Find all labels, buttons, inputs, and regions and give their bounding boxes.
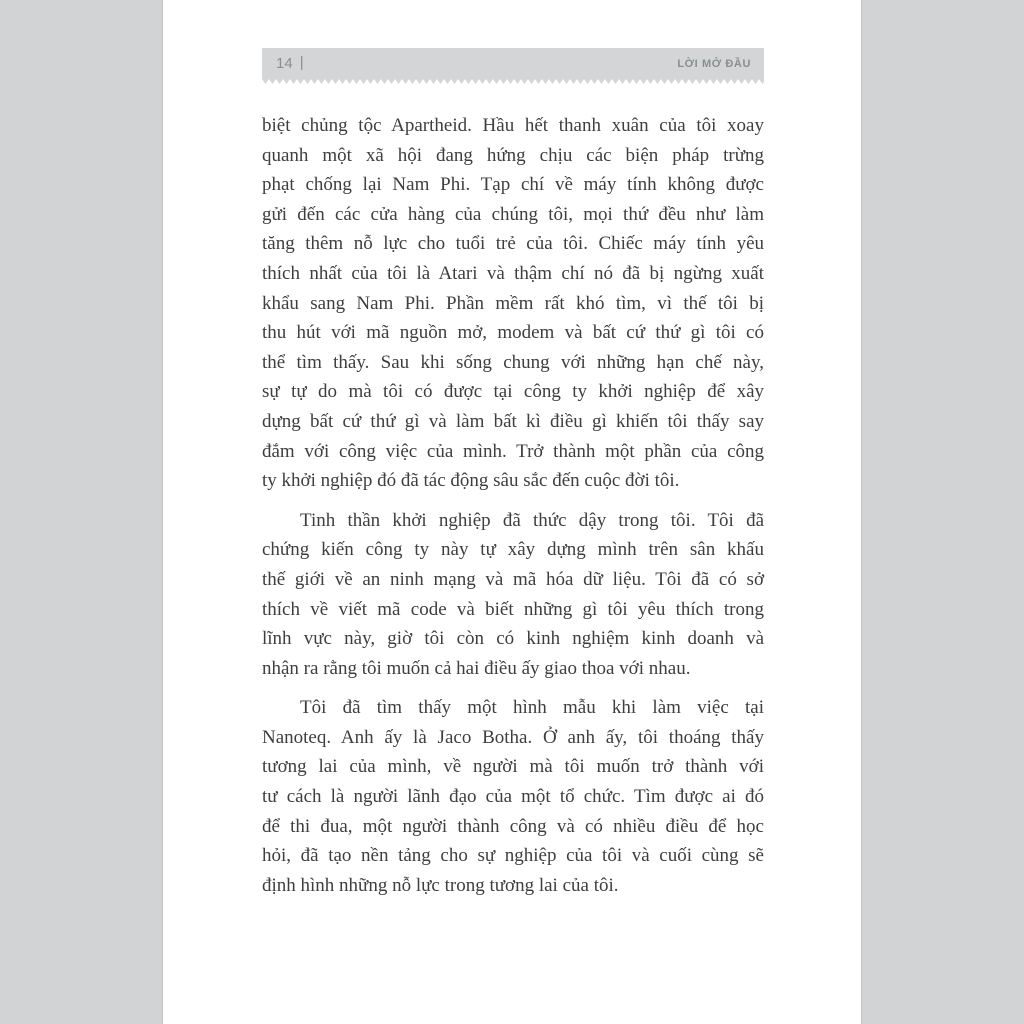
- text-line: tư cách là người lãnh đạo của một tổ chức. Tìm được ai đó: [262, 786, 764, 808]
- text-line: hỏi, đã tạo nền tảng cho sự nghiệp của tôi và cuối cùng sẽ: [262, 845, 764, 867]
- text-line: để thi đua, một người thành công và có nhiều điều để học: [262, 815, 764, 837]
- text-line: sự tự do mà tôi có được tại công ty khởi nghiệp để xây: [262, 381, 764, 403]
- text-line: tăng thêm nỗ lực cho tuổi trẻ của tôi. Chiếc máy tính yêu: [262, 233, 764, 255]
- text-line: thể tìm thấy. Sau khi sống chung với những hạn chế này,: [262, 351, 764, 373]
- section-title: LỜI MỞ ĐẦU: [677, 57, 751, 70]
- text-line: phạt chống lại Nam Phi. Tạp chí về máy tính không được: [262, 174, 764, 196]
- text-line: khẩu sang Nam Phi. Phần mềm rất khó tìm, vì thế tôi bị: [262, 292, 764, 314]
- text-line: thích về viết mã code và biết những gì tôi yêu thích trong: [262, 598, 764, 620]
- text-line: gửi đến các cửa hàng của chúng tôi, mọi thứ đều như làm: [262, 203, 764, 225]
- body-text: [262, 111, 764, 910]
- paragraph: [262, 111, 764, 496]
- text-line: Tôi đã tìm thấy một hình mẫu khi làm việc tại: [300, 697, 764, 719]
- text-line: lĩnh vực này, giờ tôi còn có kinh nghiệm kinh doanh và: [262, 628, 764, 650]
- left-margin: [0, 0, 163, 1024]
- text-line: Nanoteq. Anh ấy là Jaco Botha. Ở anh ấy, tôi thoáng thấy: [262, 726, 764, 748]
- header-divider: |: [299, 54, 304, 71]
- serrated-edge: [262, 79, 764, 84]
- text-line: nhận ra rằng tôi muốn cả hai điều ấy giao thoa với nhau.: [262, 657, 691, 679]
- text-line: đắm với công việc của mình. Trở thành một phần của công: [262, 440, 764, 462]
- page-number: 14: [276, 55, 293, 72]
- page-header-band: [262, 48, 764, 79]
- text-line: ty khởi nghiệp đó đã tác động sâu sắc đến cuộc đời tôi.: [262, 470, 680, 492]
- paragraph: [262, 693, 764, 900]
- text-line: định hình những nỗ lực trong tương lai của tôi.: [262, 874, 619, 896]
- text-line: tương lai của mình, về người mà tôi muốn trở thành với: [262, 756, 764, 778]
- text-line: dựng bất cứ thứ gì và làm bất kì điều gì khiến tôi thấy say: [262, 410, 764, 432]
- paragraph: [262, 506, 764, 684]
- text-line: thích nhất của tôi là Atari và thậm chí nó đã bị ngừng xuất: [262, 262, 764, 284]
- text-line: chứng kiến công ty này tự xây dựng mình trên sân khấu: [262, 539, 764, 561]
- text-line: biệt chủng tộc Apartheid. Hầu hết thanh xuân của tôi xoay: [262, 115, 764, 136]
- text-line: quanh một xã hội đang hứng chịu các biện pháp trừng: [262, 144, 764, 166]
- page-number-group: [276, 55, 304, 72]
- text-line: thế giới về an ninh mạng và mã hóa dữ liệu. Tôi đã có sở: [262, 568, 764, 590]
- right-margin: [861, 0, 1024, 1024]
- text-line: Tinh thần khởi nghiệp đã thức dậy trong tôi. Tôi đã: [300, 509, 764, 531]
- text-line: thu hút với mã nguồn mở, modem và bất cứ thứ gì tôi có: [262, 322, 764, 344]
